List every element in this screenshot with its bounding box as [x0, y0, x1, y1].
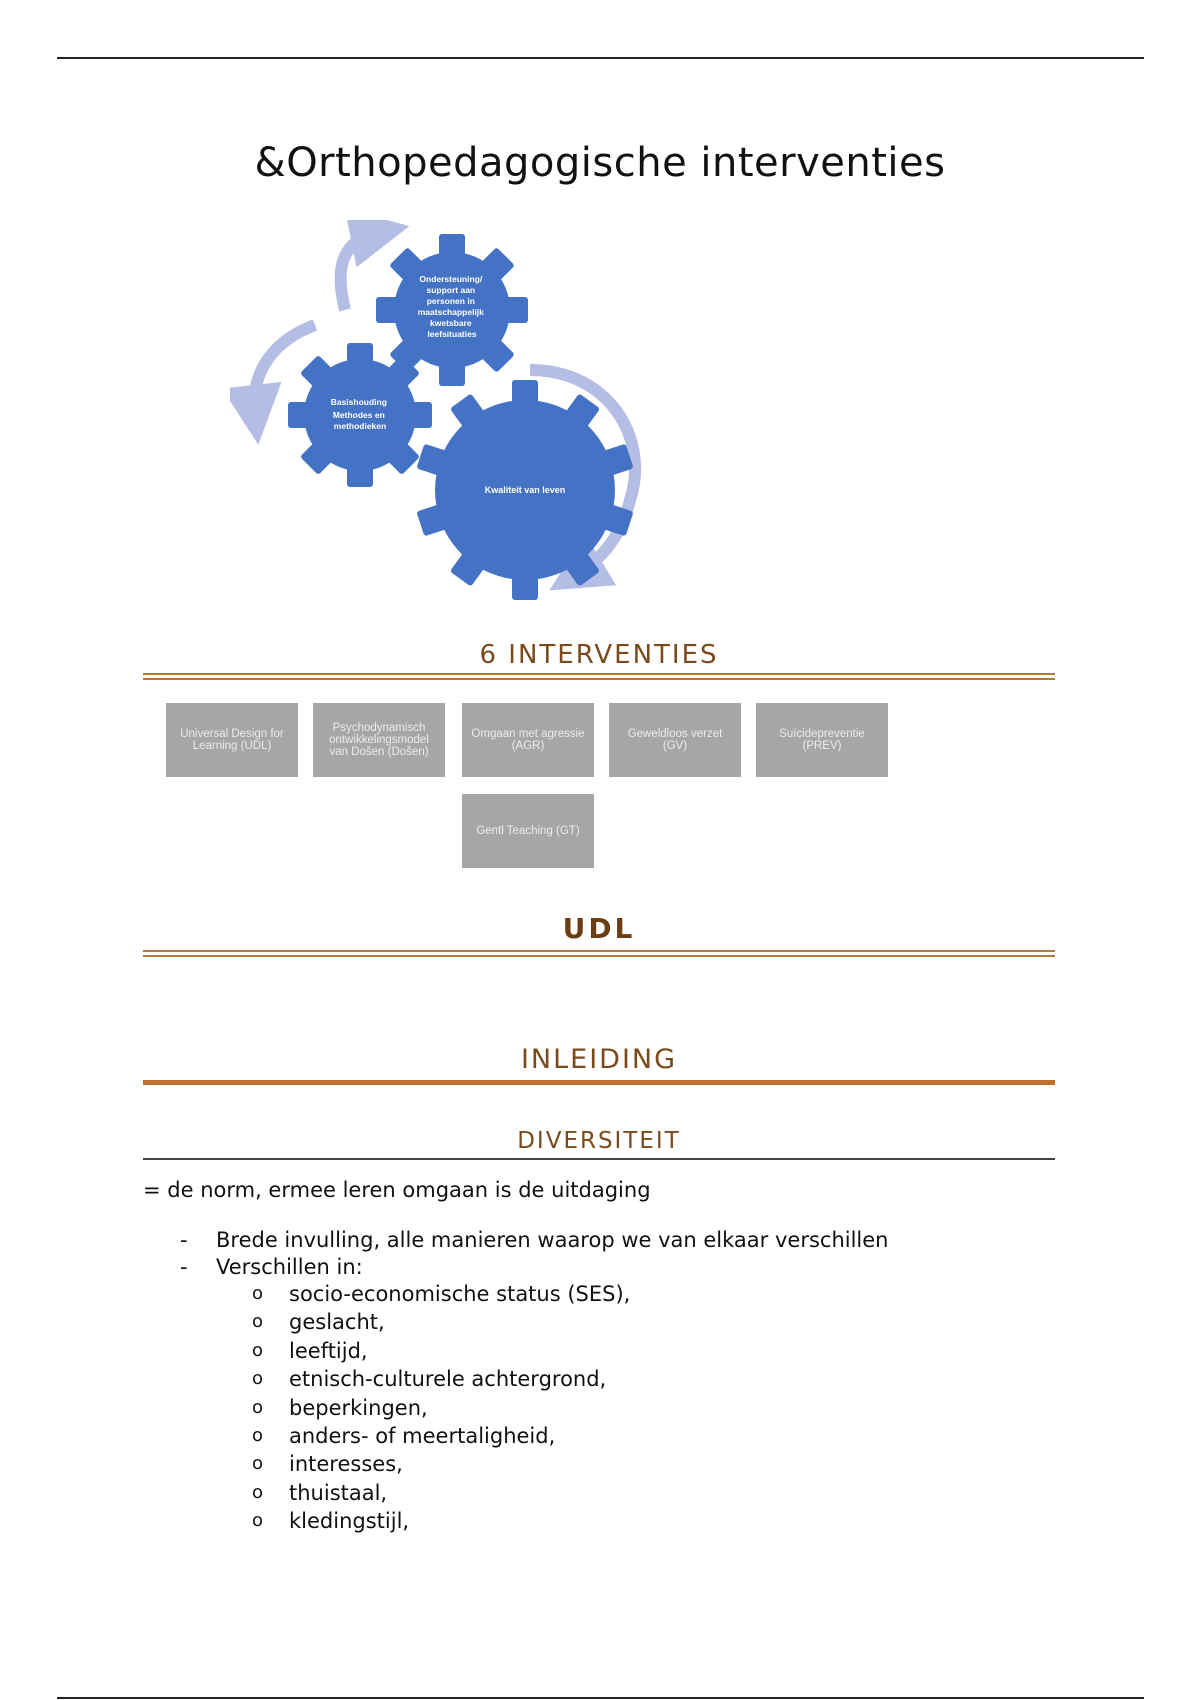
list-item: o geslacht,	[252, 1308, 630, 1336]
intervention-box-gv: Geweldloos verzet (GV)	[609, 703, 741, 777]
circle-bullet: o	[252, 1481, 264, 1503]
circle-bullet: o	[252, 1424, 264, 1446]
list-item: o etnisch-culturele achtergrond,	[252, 1365, 630, 1393]
diversiteit-rule	[143, 1158, 1055, 1160]
inleiding-rule	[143, 1080, 1055, 1085]
page-footer-rule	[57, 1697, 1144, 1699]
list-item: o beperkingen,	[252, 1394, 630, 1422]
list-item: o thuistaal,	[252, 1479, 630, 1507]
list-item: o kledingstijl,	[252, 1507, 630, 1535]
circle-bullet: o	[252, 1453, 264, 1475]
gears-diagram	[230, 220, 690, 600]
diversiteit-heading: DIVERSITEIT	[517, 1128, 681, 1154]
list-item: o leeftijd,	[252, 1337, 630, 1365]
intervention-box-dosen: Psychodynamisch ontwikkelingsmodel van Došen (Došen)	[313, 703, 445, 777]
list-item: - Verschillen in:	[180, 1255, 363, 1279]
intervention-box-udl: Universal Design for Learning (UDL)	[166, 703, 298, 777]
intervention-box-gt: Gentl Teaching (GT)	[462, 794, 594, 868]
circle-bullet: o	[252, 1283, 264, 1304]
svg-text:Ondersteuning/ support a: Ondersteuning/ support aan personen in maatschappelijk kwetsbare leefsituaties	[417, 274, 484, 339]
svg-text:Kwaliteit van leven: Kwaliteit van leven	[484, 485, 566, 495]
diversiteit-points	[180, 1227, 889, 1281]
interventies-rule	[143, 673, 1055, 680]
dash-bullet: -	[180, 1228, 188, 1252]
dash-bullet: -	[180, 1255, 188, 1279]
udl-rule	[143, 950, 1055, 957]
gear-basishouding	[288, 343, 432, 487]
circle-bullet: o	[252, 1339, 264, 1361]
list-item: o interesses,	[252, 1450, 630, 1478]
cycle-arrow-top	[341, 232, 380, 310]
diversiteit-subpoints	[252, 1280, 630, 1536]
intervention-box-agr: Omgaan met agressie (AGR)	[462, 703, 594, 777]
list-item: o socio-economische status (SES),	[252, 1280, 630, 1308]
inleiding-heading: INLEIDING	[520, 1044, 678, 1075]
list-item: o anders- of meertaligheid,	[252, 1422, 630, 1450]
document-title: &Orthopedagogische interventies	[254, 140, 946, 186]
udl-heading: UDL	[562, 912, 636, 945]
circle-bullet: o	[252, 1396, 264, 1418]
page-header-rule	[57, 57, 1144, 59]
list-item: - Brede invulling, alle manieren waarop we van elkaar verschillen	[180, 1228, 889, 1252]
diversiteit-intro: = de norm, ermee leren omgaan is de uitdaging	[143, 1178, 651, 1202]
svg-text:Basishouding Methodes en: Basishouding Methodes en methodieken	[330, 397, 387, 431]
circle-bullet: o	[252, 1368, 264, 1390]
interventies-heading: 6 INTERVENTIES	[479, 640, 719, 670]
circle-bullet: o	[252, 1510, 264, 1532]
gear-kwaliteit	[416, 380, 633, 600]
circle-bullet: o	[252, 1311, 264, 1333]
intervention-box-prev: Suïcidepreventie (PREV)	[756, 703, 888, 777]
